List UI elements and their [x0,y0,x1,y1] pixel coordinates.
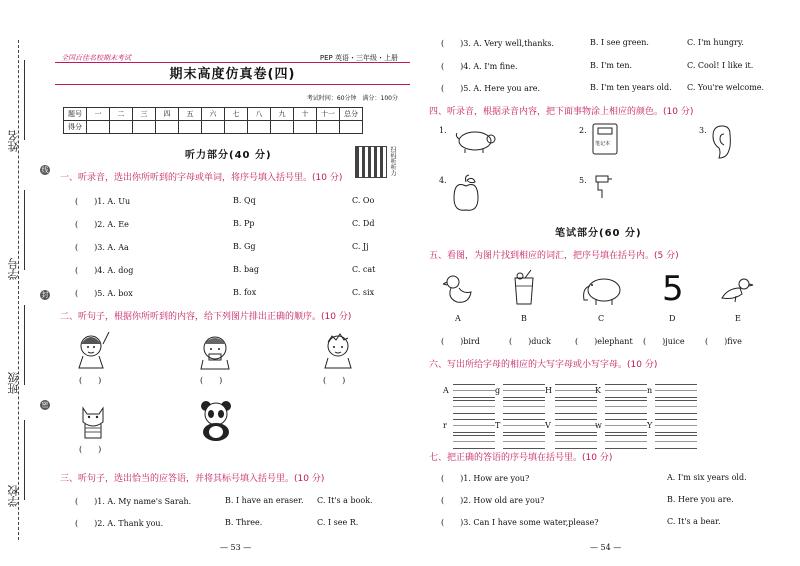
option-c: C. cat [352,265,376,274]
letter-prompt: A [443,386,449,395]
score-cell: 三 [133,108,156,121]
score-table [63,107,363,134]
score-cell: 十一 [317,108,340,121]
score-cell: 十 [294,108,317,121]
question: ( )2. How old are you? [441,496,545,505]
score-input[interactable] [225,121,248,134]
student-id-field-line [24,190,25,270]
letter-prompt: r [443,421,447,430]
option-b: B. bag [233,265,259,274]
writing-lines[interactable] [655,384,697,398]
question-number: ( )1. A. Uu [75,197,131,206]
writing-lines[interactable] [555,435,597,449]
elephant-picture [580,274,624,306]
notebook-picture [590,122,620,156]
picture-label: D [669,314,676,323]
score-input[interactable] [179,121,202,134]
writing-lines[interactable] [453,400,495,414]
writing-lines[interactable] [605,400,647,414]
question-number: ( )2. A. Thank you. [75,519,164,528]
pig-picture [453,126,499,154]
page-title: 期末高度仿真卷(四) [169,67,296,82]
word-blank[interactable]: ( )duck [509,337,551,346]
score-input[interactable] [133,121,156,134]
writing-lines[interactable] [605,384,647,398]
boy-eating-picture [195,330,235,370]
option-c: C. Cool! I like it. [687,61,754,70]
option-b: B. Gg [233,242,256,251]
qr-code[interactable] [355,146,387,178]
grade-info: PEP 英语・三年级・上册 [319,54,398,62]
writing-lines[interactable] [503,400,545,414]
score-cell: 五 [179,108,202,121]
score-input[interactable] [110,121,133,134]
letter-prompt: V [545,421,551,430]
question-number: ( )1. A. My name's Sarah. [75,497,192,506]
writing-lines[interactable] [503,419,545,433]
item-number: 4. [439,176,447,185]
writing-lines[interactable] [555,400,597,414]
cat-picture [73,400,113,442]
writing-lines[interactable] [453,435,495,449]
letter-prompt: n [647,386,653,395]
written-part-header: 笔试部分(60 分) [555,228,642,239]
score-input[interactable] [156,121,179,134]
listening-part-header: 听力部分(40 分) [185,150,272,161]
option-b: B. Pp [233,219,255,228]
option-c: C. Oo [352,196,375,205]
score-value-row [64,121,363,134]
letter-prompt: K [595,386,601,395]
section-7-title: 七、把正确的答语的序号填在括号里。(10 分) [429,453,613,463]
word-blank[interactable]: ( )juice [643,337,685,346]
answer-option: A. I'm six years old. [667,473,747,482]
word-blank[interactable]: ( )bird [441,337,480,346]
question: ( )3. Can I have some water,please? [441,518,599,527]
picture-label: B [521,314,527,323]
score-input[interactable] [202,121,225,134]
qr-caption: 扫码听听力 [389,146,396,176]
class-field-label: 班级 [7,372,20,394]
number-five-picture: 5 [662,269,684,309]
option-c: C. Jj [352,242,369,251]
picture-label: C [598,314,605,323]
score-header-row [64,108,363,121]
right-page [425,0,785,566]
page-number: — 53 — [220,543,252,552]
option-b: B. I see green. [590,38,649,47]
writing-lines[interactable] [453,384,495,398]
letter-prompt: T [495,421,501,430]
answer-blank[interactable]: ( ) [323,376,346,385]
answer-blank[interactable]: ( ) [200,376,223,385]
section-6-title: 六、写出所给字母的相应的大写字母或小写字母。(10 分) [429,360,658,370]
score-cell: 六 [202,108,225,121]
item-number: 2. [579,126,587,135]
writing-lines[interactable] [655,419,697,433]
question-number: ( )3. A. Very well,thanks. [441,39,554,48]
binding-line [18,40,19,540]
writing-lines[interactable] [503,435,545,449]
letter-prompt: H [545,386,552,395]
option-c: C. I'm hungry. [687,38,744,47]
name-field-line [24,60,25,140]
exam-info: 考试时间：60分钟 满分：100分 [306,95,398,102]
option-c: C. It's a book. [317,496,373,505]
notebook-label: 笔记本 [595,141,611,147]
letter-prompt: w [595,421,602,430]
section-4-title: 四、听录音，根据录音内容，把下面事物涂上相应的颜色。(10 分) [429,107,694,117]
option-c: C. You're welcome. [687,83,765,92]
cup-picture [592,172,614,202]
option-b: B. I'm ten. [590,61,633,70]
section-2-title: 二、听句子，根据你所听到的内容，给下列图片排出正确的顺序。(10 分) [60,312,352,322]
answer-blank[interactable]: ( ) [79,376,102,385]
item-number: 1. [439,126,447,135]
binding-mark: 线 [41,166,49,174]
boy-thinking-picture [318,330,358,370]
question: ( )1. How are you? [441,474,530,483]
writing-lines[interactable] [605,419,647,433]
option-b: B. I'm ten years old. [590,83,672,92]
question-number: ( )2. A. Ee [75,220,129,229]
student-id-field-label: 学号 [7,258,20,280]
letter-prompt: g [495,386,501,395]
score-cell: 总分 [340,108,363,121]
binding-margin [0,0,50,566]
score-input[interactable] [271,121,294,134]
answer-option: C. It's a bear. [667,517,721,526]
series-label: 全国百佳名校期末考试 [61,54,131,62]
score-input[interactable] [248,121,271,134]
bird-picture [720,274,754,304]
school-field-label: 学校 [7,485,20,507]
class-field-line [24,305,25,385]
name-field-label: 姓名 [7,130,20,152]
panda-picture [195,398,237,442]
writing-lines[interactable] [655,400,697,414]
score-label: 得分 [64,121,87,134]
score-cell: 二 [110,108,133,121]
binding-mark: 封 [41,291,49,299]
section-5-title: 五、看图，为图片找到相应的词汇，把序号填在括号内。(5 分) [429,251,679,261]
section-3-title: 三、听句子，选出恰当的应答语，并将其标号填入括号里。(10 分) [60,474,325,484]
question-number: ( )5. A. Here you are. [441,84,540,93]
option-b: B. fox [233,288,257,297]
writing-lines[interactable] [453,419,495,433]
juice-picture [511,270,537,306]
option-c: C. Dd [352,219,375,228]
school-field-line [24,420,25,500]
binding-mark: 密 [41,401,49,409]
question-number: ( )4. A. dog [75,266,134,275]
score-cell: 题号 [64,108,87,121]
section-1-title: 一、听录音，选出你所听到的字母或单词，将序号填入括号里。(10 分) [60,173,343,183]
question-number: ( )5. A. box [75,289,133,298]
duck-picture [443,272,473,306]
writing-lines[interactable] [555,419,597,433]
writing-lines[interactable] [655,435,697,449]
score-cell: 四 [156,108,179,121]
answer-option: B. Here you are. [667,495,734,504]
score-cell: 一 [87,108,110,121]
letter-prompt: Y [647,421,653,430]
score-input[interactable] [340,121,363,134]
ear-picture [710,124,736,160]
item-number: 3. [699,126,707,135]
score-input[interactable] [294,121,317,134]
score-cell: 八 [248,108,271,121]
option-b: B. Three. [225,518,263,527]
score-input[interactable] [317,121,340,134]
writing-lines[interactable] [555,384,597,398]
option-c: C. six [352,288,375,297]
answer-blank[interactable]: ( ) [79,445,102,454]
question-number: ( )4. A. I'm fine. [441,62,518,71]
option-b: B. I have an eraser. [225,496,304,505]
picture-label: E [735,314,741,323]
question-number: ( )3. A. Aa [75,243,129,252]
apple-picture [451,174,481,214]
writing-lines[interactable] [503,384,545,398]
score-input[interactable] [87,121,110,134]
option-b: B. Qq [233,196,256,205]
item-number: 5. [579,176,587,185]
option-c: C. I see R. [317,518,359,527]
writing-lines[interactable] [605,435,647,449]
header-rule [55,84,410,85]
left-page [55,0,410,566]
page-number: — 54 — [590,543,622,552]
word-blank[interactable]: ( )elephant [575,337,633,346]
girl-picture [73,330,113,370]
word-blank[interactable]: ( )five [705,337,742,346]
picture-label: A [455,314,461,323]
score-cell: 七 [225,108,248,121]
score-cell: 九 [271,108,294,121]
